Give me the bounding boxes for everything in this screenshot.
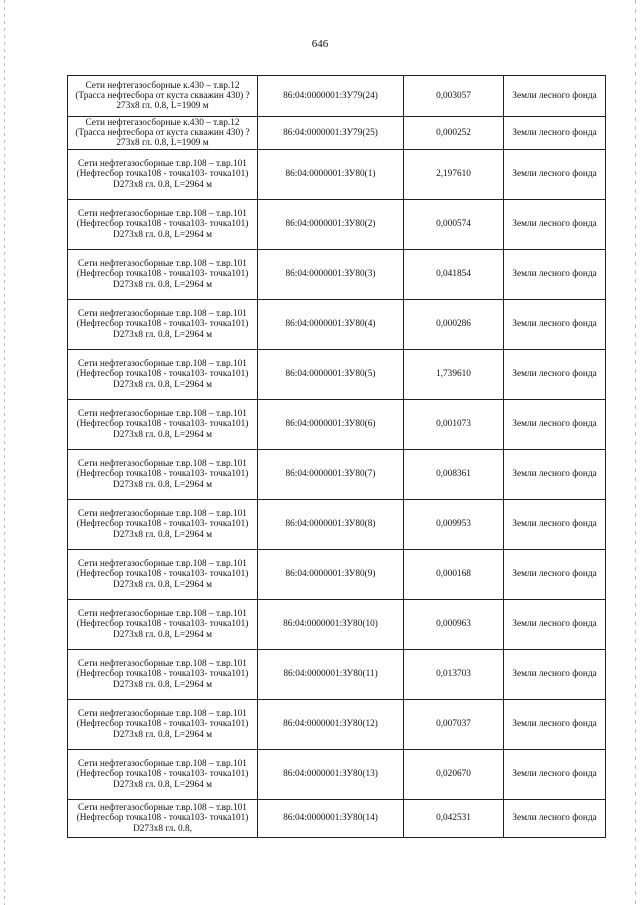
cell-area: 1,739610 — [404, 350, 504, 400]
cell-cadastral-number: 86:04:0000001:ЗУ80(5) — [258, 350, 404, 400]
cell-area: 0,001073 — [404, 400, 504, 450]
cell-network-description: Сети нефтегазосборные к.430 – т.вр.12 (Трасса нефтесбора от куста скважин 430) ?273х8 гл. 0.8, L=1909 м — [68, 117, 258, 150]
cell-network-description: Сети нефтегазосборные т.вр.108 – т.вр.101 (Нефтесбор точка108 - точка103- точка101) D273х8 гл. 0.8, L=2964 м — [68, 250, 258, 300]
cell-network-description: Сети нефтегазосборные т.вр.108 – т.вр.101 (Нефтесбор точка108 - точка103- точка101) D273х8 гл. 0.8, — [68, 800, 258, 838]
cell-area: 0,013703 — [404, 650, 504, 700]
cell-cadastral-number: 86:04:0000001:ЗУ80(11) — [258, 650, 404, 700]
cell-cadastral-number: 86:04:0000001:ЗУ80(1) — [258, 150, 404, 200]
cell-land-category: Земли лесного фонда — [504, 150, 606, 200]
cell-land-category: Земли лесного фонда — [504, 600, 606, 650]
table-row — [68, 300, 606, 350]
cell-land-category: Земли лесного фонда — [504, 300, 606, 350]
page-number: 646 — [311, 38, 329, 50]
cell-cadastral-number: 86:04:0000001:ЗУ80(4) — [258, 300, 404, 350]
cell-network-description: Сети нефтегазосборные т.вр.108 – т.вр.101 (Нефтесбор точка108 - точка103- точка101) D273х8 гл. 0.8, L=2964 м — [68, 450, 258, 500]
cell-land-category: Земли лесного фонда — [504, 76, 606, 117]
table-row — [68, 750, 606, 800]
cell-area: 0,020670 — [404, 750, 504, 800]
cell-area: 0,000168 — [404, 550, 504, 600]
cell-network-description: Сети нефтегазосборные т.вр.108 – т.вр.101 (Нефтесбор точка108 - точка103- точка101) D273х8 гл. 0.8, L=2964 м — [68, 350, 258, 400]
cell-area: 0,009953 — [404, 500, 504, 550]
cell-land-category: Земли лесного фонда — [504, 450, 606, 500]
scan-edge-left — [4, 0, 5, 905]
table-row — [68, 250, 606, 300]
cell-cadastral-number: 86:04:0000001:ЗУ80(10) — [258, 600, 404, 650]
scan-edge-right — [635, 0, 636, 905]
cell-land-category: Земли лесного фонда — [504, 117, 606, 150]
table-row — [68, 600, 606, 650]
table-row — [68, 200, 606, 250]
cell-land-category: Земли лесного фонда — [504, 550, 606, 600]
cell-area: 0,000252 — [404, 117, 504, 150]
cell-land-category: Земли лесного фонда — [504, 700, 606, 750]
cell-network-description: Сети нефтегазосборные т.вр.108 – т.вр.101 (Нефтесбор точка108 - точка103- точка101) D273х8 гл. 0.8, L=2964 м — [68, 300, 258, 350]
cell-area: 0,041854 — [404, 250, 504, 300]
cell-network-description: Сети нефтегазосборные т.вр.108 – т.вр.101 (Нефтесбор точка108 - точка103- точка101) D273х8 гл. 0.8, L=2964 м — [68, 600, 258, 650]
cell-area: 0,003057 — [404, 76, 504, 117]
table-body — [68, 76, 606, 838]
cell-land-category: Земли лесного фонда — [504, 800, 606, 838]
cell-cadastral-number: 86:04:0000001:ЗУ80(13) — [258, 750, 404, 800]
cell-cadastral-number: 86:04:0000001:ЗУ80(2) — [258, 200, 404, 250]
cell-land-category: Земли лесного фонда — [504, 650, 606, 700]
cell-cadastral-number: 86:04:0000001:ЗУ80(14) — [258, 800, 404, 838]
cell-network-description: Сети нефтегазосборные т.вр.108 – т.вр.101 (Нефтесбор точка108 - точка103- точка101) D273х8 гл. 0.8, L=2964 м — [68, 700, 258, 750]
table-row — [68, 150, 606, 200]
cell-area: 0,042531 — [404, 800, 504, 838]
table-row — [68, 350, 606, 400]
table-row — [68, 76, 606, 117]
table-row — [68, 400, 606, 450]
cell-cadastral-number: 86:04:0000001:ЗУ79(24) — [258, 76, 404, 117]
cell-area: 0,000963 — [404, 600, 504, 650]
table-row — [68, 700, 606, 750]
cell-network-description: Сети нефтегазосборные т.вр.108 – т.вр.101 (Нефтесбор точка108 - точка103- точка101) D273х8 гл. 0.8, L=2964 м — [68, 650, 258, 700]
cell-area: 2,197610 — [404, 150, 504, 200]
cell-network-description: Сети нефтегазосборные т.вр.108 – т.вр.101 (Нефтесбор точка108 - точка103- точка101) D273х8 гл. 0.8, L=2964 м — [68, 200, 258, 250]
table-row — [68, 117, 606, 150]
cell-cadastral-number: 86:04:0000001:ЗУ80(8) — [258, 500, 404, 550]
cell-network-description: Сети нефтегазосборные т.вр.108 – т.вр.101 (Нефтесбор точка108 - точка103- точка101) D273х8 гл. 0.8, L=2964 м — [68, 150, 258, 200]
cell-cadastral-number: 86:04:0000001:ЗУ80(3) — [258, 250, 404, 300]
cell-area: 0,000286 — [404, 300, 504, 350]
table-row — [68, 450, 606, 500]
cell-cadastral-number: 86:04:0000001:ЗУ80(12) — [258, 700, 404, 750]
cell-land-category: Земли лесного фонда — [504, 750, 606, 800]
cell-cadastral-number: 86:04:0000001:ЗУ80(9) — [258, 550, 404, 600]
cell-network-description: Сети нефтегазосборные т.вр.108 – т.вр.101 (Нефтесбор точка108 - точка103- точка101) D273х8 гл. 0.8, L=2964 м — [68, 400, 258, 450]
cell-network-description: Сети нефтегазосборные т.вр.108 – т.вр.101 (Нефтесбор точка108 - точка103- точка101) D273х8 гл. 0.8, L=2964 м — [68, 550, 258, 600]
cell-land-category: Земли лесного фонда — [504, 500, 606, 550]
table-row — [68, 650, 606, 700]
cell-land-category: Земли лесного фонда — [504, 350, 606, 400]
cell-land-category: Земли лесного фонда — [504, 200, 606, 250]
cell-network-description: Сети нефтегазосборные т.вр.108 – т.вр.101 (Нефтесбор точка108 - точка103- точка101) D273х8 гл. 0.8, L=2964 м — [68, 750, 258, 800]
table-row — [68, 500, 606, 550]
cell-land-category: Земли лесного фонда — [504, 400, 606, 450]
cell-network-description: Сети нефтегазосборные т.вр.108 – т.вр.101 (Нефтесбор точка108 - точка103- точка101) D273х8 гл. 0.8, L=2964 м — [68, 500, 258, 550]
cell-area: 0,007037 — [404, 700, 504, 750]
cell-network-description: Сети нефтегазосборные к.430 – т.вр.12 (Трасса нефтесбора от куста скважин 430) ?273х8 гл. 0.8, L=1909 м — [68, 76, 258, 117]
land-plots-table — [67, 75, 606, 838]
table-row — [68, 550, 606, 600]
cell-cadastral-number: 86:04:0000001:ЗУ79(25) — [258, 117, 404, 150]
cell-cadastral-number: 86:04:0000001:ЗУ80(6) — [258, 400, 404, 450]
cell-land-category: Земли лесного фонда — [504, 250, 606, 300]
table-row — [68, 800, 606, 838]
cell-area: 0,008361 — [404, 450, 504, 500]
cell-cadastral-number: 86:04:0000001:ЗУ80(7) — [258, 450, 404, 500]
cell-area: 0,000574 — [404, 200, 504, 250]
